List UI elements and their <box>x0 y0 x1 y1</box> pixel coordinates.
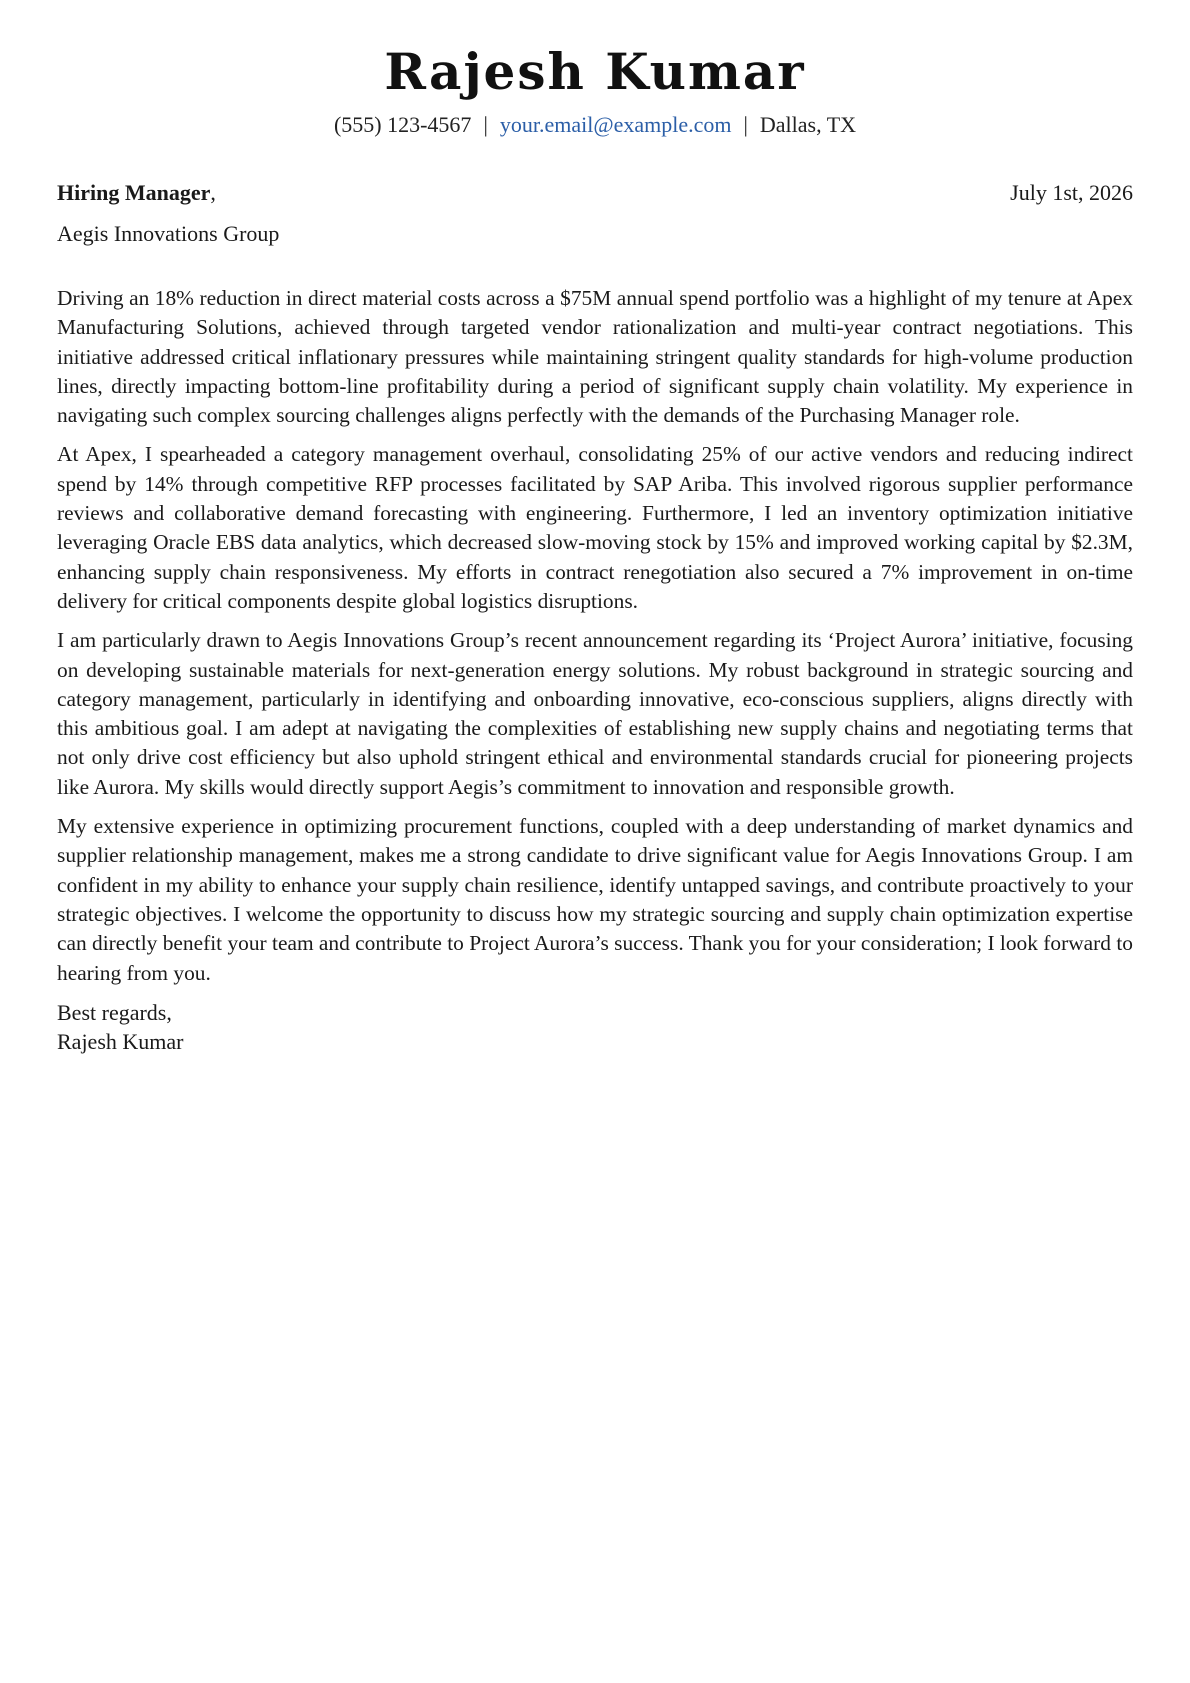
applicant-name: Rajesh Kumar <box>384 42 806 101</box>
contact-separator: | <box>483 112 488 137</box>
body-paragraph: I am particularly drawn to Aegis Innovations Group’s recent announcement regarding its ‘Project Aurora’ initiative, focusing on developing sustainable materials for next-generation energy solutions. My robust background in strategic sourcing and category management, particularly in identifying and onboarding innovative, eco-conscious suppliers, aligns directly with this ambitious goal. I am adept at navigating the complexities of establishing new supply chains and negotiating terms that not only drive cost efficiency but also uphold stringent ethical and environmental standards crucial for pioneering projects like Aurora. My skills would directly support Aegis’s commitment to innovation and responsible growth. <box>57 628 1133 799</box>
contact-separator: | <box>743 112 748 137</box>
letter-header <box>57 0 1133 140</box>
signature-name: Rajesh Kumar <box>57 1029 184 1055</box>
location: Dallas, TX <box>759 112 857 137</box>
phone-number: (555) 123-4567 <box>333 112 472 137</box>
recipient-date-row <box>57 178 1133 208</box>
closing-salutation: Best regards, <box>57 999 172 1025</box>
recipient-title-suffix: , <box>210 180 216 205</box>
letter-closing <box>57 998 1133 1057</box>
body-paragraph: At Apex, I spearheaded a category management overhaul, consolidating 25% of our active vendors and reducing indirect spend by 14% through competitive RFP processes facilitated by SAP Ariba. This involved rigorous supplier performance reviews and collaborative demand forecasting with engineering. Furthermore, I led an inventory optimization initiative leveraging Oracle EBS data analytics, which decreased slow-moving stock by 15% and improved working capital by $2.3M, enhancing supply chain responsiveness. My efforts in contract renegotiation also secured a 7% improvement in on-time delivery for critical components despite global logistics disruptions. <box>57 442 1133 613</box>
cover-letter-page <box>57 0 1133 1057</box>
body-paragraph: Driving an 18% reduction in direct material costs across a $75M annual spend portfolio was a highlight of my tenure at Apex Manufacturing Solutions, achieved through targeted vendor rationalization and multi-year contract negotiations. This initiative addressed critical inflationary pressures while maintaining stringent quality standards for high-volume production lines, directly impacting bottom-line profitability during a period of significant supply chain volatility. My experience in navigating such complex sourcing challenges aligns perfectly with the demands of the Purchasing Manager role. <box>57 286 1133 428</box>
email-link[interactable]: your.email@example.com <box>499 112 732 137</box>
recipient-company: Aegis Innovations Group <box>57 221 280 246</box>
letter-date: July 1st, 2026 <box>1010 180 1133 205</box>
recipient-title: Hiring Manager <box>57 180 211 205</box>
contact-line <box>57 110 1133 140</box>
body-paragraph: My extensive experience in optimizing procurement functions, coupled with a deep understanding of market dynamics and supplier relationship management, makes me a strong candidate to drive significant value for Aegis Innovations Group. I am confident in my ability to enhance your supply chain resilience, identify untapped savings, and contribute proactively to your strategic objectives. I welcome the opportunity to discuss how my strategic sourcing and supply chain optimization expertise can directly benefit your team and contribute to Project Aurora’s success. Thank you for your consideration; I look forward to hearing from you. <box>57 814 1133 985</box>
letter-body <box>57 284 1133 988</box>
recipient-line <box>57 178 216 208</box>
